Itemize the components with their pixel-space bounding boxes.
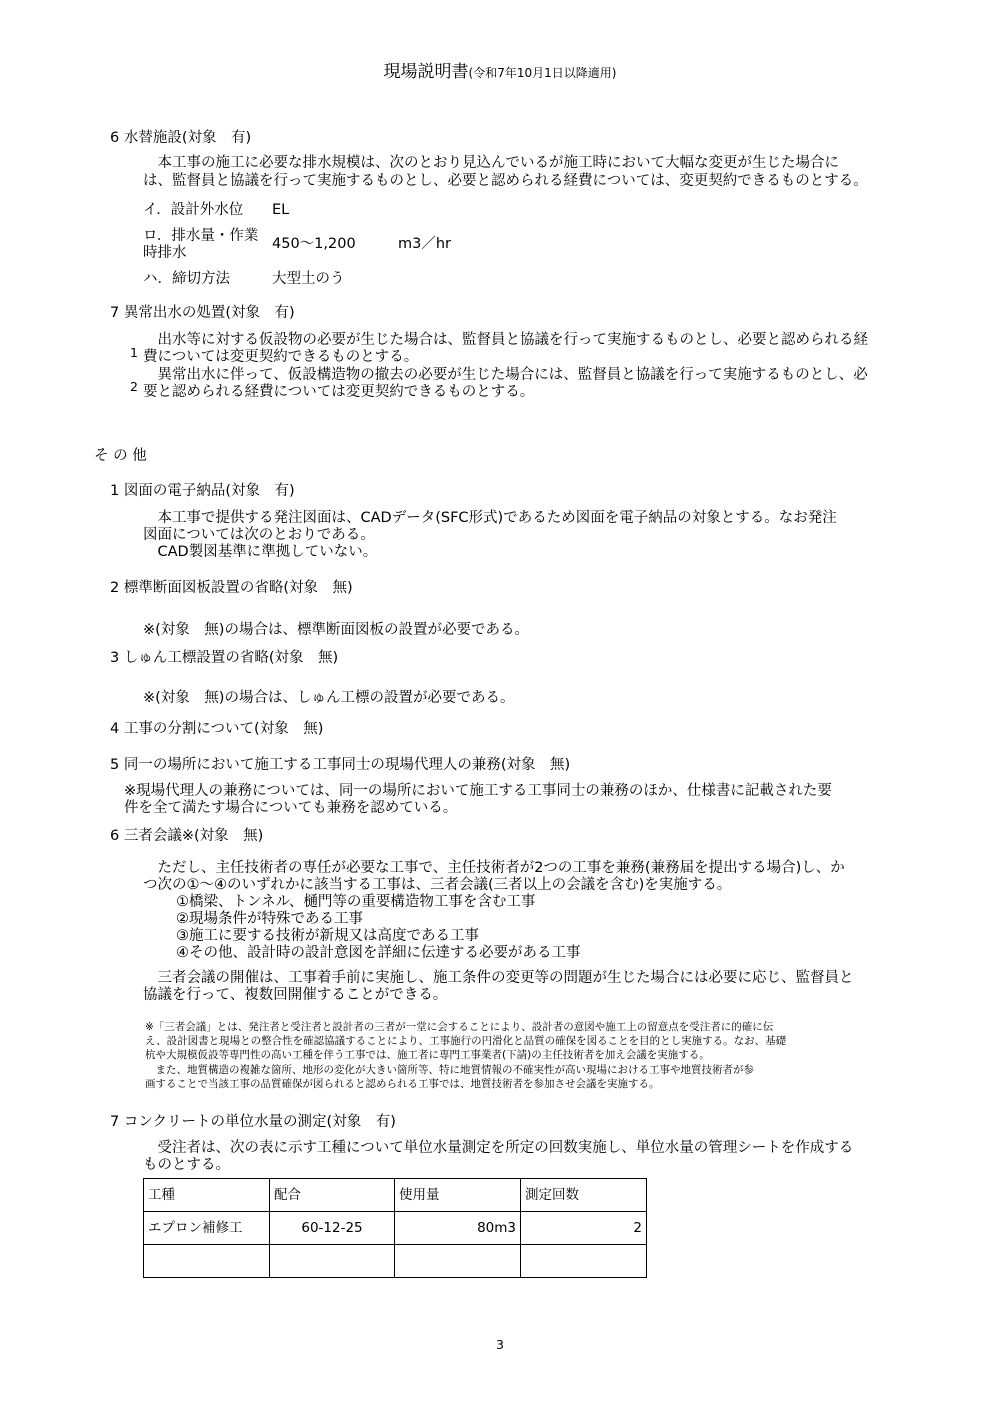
other-s6-note: 画することで当該工事の品質確保が図られると認められる工事では、地質技術者を参加させ会議を実施する。 [145,1078,660,1090]
other-s6-note: 杭や大規模仮設等専門性の高い工種を伴う工事では、施工者に専門工事業者(下請)の主任技術者を加え会議を実施する。 [145,1049,710,1061]
sec7-item-line2: 費については変更契約できるものとする。 [143,349,419,365]
other-s6-list-item: ①橋梁、トンネル、樋門等の重要構造物工事を含む工事 [176,894,536,910]
sec6-heading: 6 水替施設(対象 有) [110,130,252,146]
sec6-item-label-2: 時排水 [143,245,187,261]
other-s7-heading: 7 コンクリートの単位水量の測定(対象 有) [110,1114,396,1130]
sec7-item-number: 2 [130,379,138,394]
other-s6-list-item: ④その他、設計時の設計意図を詳細に伝達する必要がある工事 [176,945,581,961]
table-row [144,1245,647,1278]
table-header-cell: 測定回数 [521,1179,647,1212]
other-s3-heading: 3 しゅん工標設置の省略(対象 無) [110,650,339,666]
other-s6-note: ※「三者会議」とは、発注者と受注者と設計者の三者が一堂に会することにより、設計者の意図や施工上の留意点を受注者に的確に伝 [145,1021,774,1033]
table-cell [270,1245,395,1278]
table-header-row [144,1179,647,1212]
other-s7-line1: 受注者は、次の表に示す工種について単位水量測定を所定の回数実施し、単位水量の管理シートを作成する [143,1140,854,1156]
other-s3-note: ※(対象 無)の場合は、しゅん工標の設置が必要である。 [143,690,515,706]
table-cell: 60-12-25 [270,1212,395,1245]
sec6-item-label: ロ．排水量・作業 [143,228,259,244]
table-cell [521,1245,647,1278]
table-row [144,1212,647,1245]
other-heading: そ の 他 [94,448,147,464]
sec6-item-value: EL [272,202,290,218]
other-s2-note: ※(対象 無)の場合は、標準断面図板の設置が必要である。 [143,622,529,638]
sec7-item-line2: 要と認められる経費については変更契約できるものとする。 [143,384,535,400]
sec7-item-line1: 出水等に対する仮設物の必要が生じた場合は、監督員と協議を行って実施するものとし、必要と認められる経 [143,332,868,348]
sec6-line2: は、監督員と協議を行って実施するものとし、必要と認められる経費については、変更契約できるものとする。 [143,173,868,189]
other-s2-heading: 2 標準断面図板設置の省略(対象 無) [110,580,353,596]
table-header-cell: 配合 [270,1179,395,1212]
table-cell: 80m3 [395,1212,521,1245]
sec7-item-line1: 異常出水に伴って、仮設構造物の撤去の必要が生じた場合には、監督員と協議を行って実施するものとし、必 [143,367,868,383]
other-s1-heading: 1 図面の電子納品(対象 有) [110,483,295,499]
other-s6-note: え、設計図書と現場との整合性を確認協議することにより、工事施行の円滑化と品質の確保を図ることを目的とし実施する。なお、基礎 [145,1035,787,1047]
table-cell [395,1245,521,1278]
other-s7-line2: ものとする。 [143,1157,230,1173]
other-s5-line1: ※現場代理人の兼務については、同一の場所において施工する工事同士の兼務のほか、仕様書に記載された要 [124,783,832,799]
other-s1-line3: CAD製図基準に準拠していない。 [143,544,378,560]
sec6-item-unit: m3／hr [398,236,452,252]
other-s6-note: また、地質構造の複雑な箇所、地形の変化が大きい箇所等、特に地質情報の不確実性が高い現場における工事や地質技術者が参 [145,1064,754,1076]
other-s6-list-item: ③施工に要する技術が新規又は高度である工事 [176,928,479,944]
sec6-item-value: 大型土のう [272,271,345,287]
water-measurement-table [143,1178,647,1278]
table-header-cell: 使用量 [395,1179,521,1212]
other-s5-line2: 件を全て満たす場合についても兼務を認めている。 [124,800,458,816]
sec6-line1: 本工事の施工に必要な排水規模は、次のとおり見込んでいるが施工時において大幅な変更が生じた場合に [143,155,839,171]
other-s6-list-item: ②現場条件が特殊である工事 [176,911,363,927]
sec6-item-label: イ．設計外水位 [143,202,244,218]
table-cell: エプロン補修工 [144,1212,270,1245]
other-s6-line3: 三者会議の開催は、工事着手前に実施し、施工条件の変更等の問題が生じた場合には必要に応じ、監督員と [143,970,854,986]
page-title [0,64,1000,82]
other-s6-line2: つ次の①～④のいずれかに該当する工事は、三者会議(三者以上の会議を含む)を実施する。 [143,877,732,893]
table-header-cell: 工種 [144,1179,270,1212]
table-cell [144,1245,270,1278]
other-s1-line2: 図面については次のとおりである。 [143,527,375,543]
page-number: 3 [496,1337,504,1352]
sec7-item-number: 1 [130,345,138,360]
title-main: 現場説明書 [383,62,469,82]
other-s6-heading: 6 三者会議※(対象 無) [110,828,264,844]
other-s1-line1: 本工事で提供する発注図面は、CADデータ(SFC形式)であるため図面を電子納品の対象とする。なお発注 [143,510,837,526]
other-s6-line1: ただし、主任技術者の専任が必要な工事で、主任技術者が2つの工事を兼務(兼務届を提出する場合)し、か [143,860,845,876]
sec6-item-label: ハ．締切方法 [143,271,230,287]
title-subtitle: (令和7年10月1日以降適用) [468,66,617,80]
other-s6-line4: 協議を行って、複数回開催することができる。 [143,987,448,1003]
table-cell: 2 [521,1212,647,1245]
other-s4-heading: 4 工事の分割について(対象 無) [110,721,324,737]
other-s5-heading: 5 同一の場所において施工する工事同士の現場代理人の兼務(対象 無) [110,757,571,773]
sec7-heading: 7 異常出水の処置(対象 有) [110,305,295,321]
sec6-item-value: 450～1,200 [272,236,356,252]
